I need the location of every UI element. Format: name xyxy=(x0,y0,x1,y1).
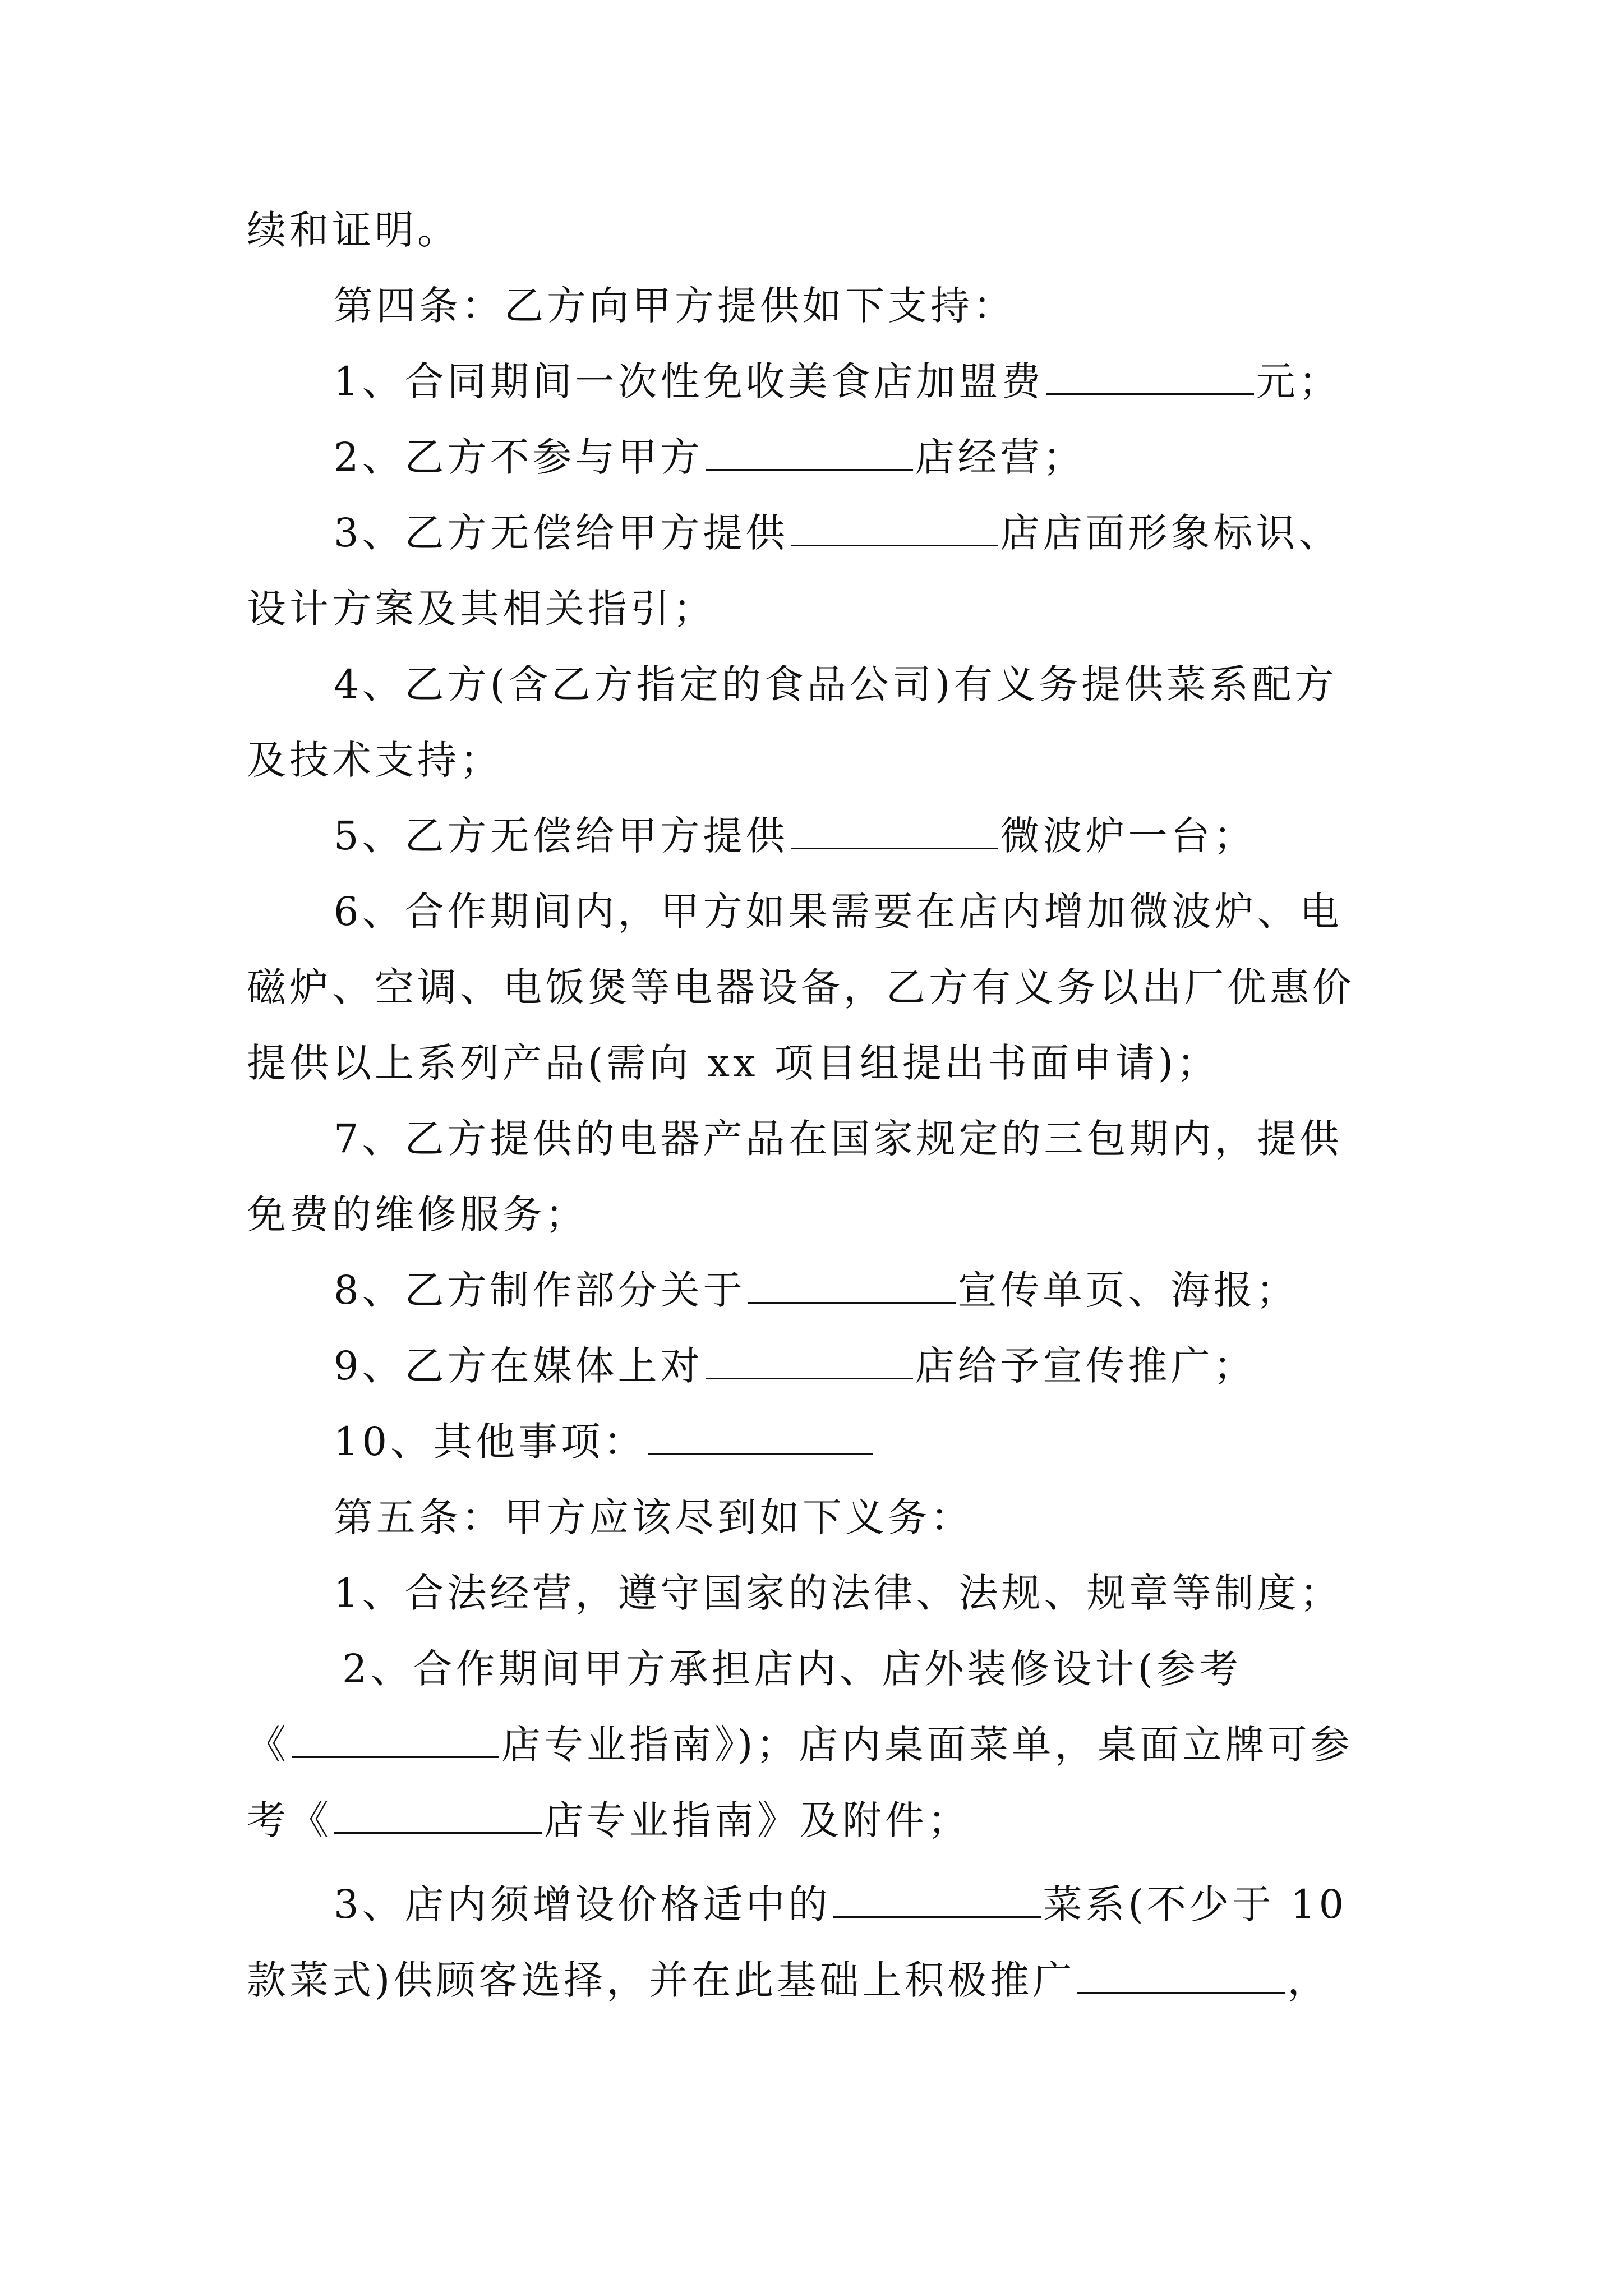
text-line xyxy=(247,1792,970,1848)
text-span: 10、其他事项： xyxy=(334,1419,647,1465)
clause-line xyxy=(334,1565,1343,1621)
text-span: 微波炉一台； xyxy=(1000,813,1256,859)
text-span: 8、乙方制作部分关于 xyxy=(334,1267,746,1313)
fill-in-blank xyxy=(833,1883,1041,1918)
text-span: ， xyxy=(1287,1957,1330,2003)
fill-in-blank xyxy=(748,1268,956,1304)
text-span: 店给予宣传推广； xyxy=(915,1343,1256,1389)
text-line xyxy=(247,1952,1330,2008)
text-span: 4、乙方(含乙方指定的食品公司)有义务提供菜系配方 xyxy=(334,661,1338,707)
text-span: 续和证明。 xyxy=(247,207,460,253)
text-span: 免费的维修服务； xyxy=(247,1191,588,1237)
text-span: 磁炉、空调、电饭煲等电器设备，乙方有义务以出厂优惠价 xyxy=(247,964,1355,1010)
clause-line xyxy=(334,353,1341,409)
text-span: 1、合同期间一次性免收美食店加盟费 xyxy=(334,358,1044,404)
article-heading xyxy=(334,278,1016,334)
clause-line xyxy=(334,884,1343,940)
clause-line xyxy=(334,505,1341,561)
text-span: 1、合法经营，遵守国家的法律、法规、规章等制度； xyxy=(334,1570,1343,1616)
fill-in-blank xyxy=(706,435,913,471)
text-span: 3、乙方无偿给甲方提供 xyxy=(334,510,789,556)
text-span: 店专业指南》)；店内桌面菜单，桌面立牌可参 xyxy=(501,1722,1353,1768)
text-span: 5、乙方无偿给甲方提供 xyxy=(334,813,789,859)
fill-in-blank xyxy=(791,814,998,849)
fill-in-blank xyxy=(706,1344,913,1379)
fill-in-blank xyxy=(292,1723,499,1758)
text-span: 6、合作期间内，甲方如果需要在店内增加微波炉、电 xyxy=(334,889,1343,935)
clause-line xyxy=(334,1111,1343,1167)
text-span: 元； xyxy=(1256,358,1341,404)
clause-line xyxy=(334,1414,875,1470)
fill-in-blank xyxy=(1046,360,1254,395)
clause-line xyxy=(334,808,1256,864)
text-line xyxy=(247,1186,588,1243)
text-line xyxy=(247,732,502,788)
text-line xyxy=(247,1717,1353,1773)
clause-line xyxy=(342,1641,1242,1697)
text-line xyxy=(247,202,460,258)
clause-line xyxy=(334,1338,1256,1394)
text-span: 店店面形象标识、 xyxy=(1000,510,1341,556)
fill-in-blank xyxy=(1077,1958,1285,1994)
text-span: 2、合作期间甲方承担店内、店外装修设计(参考 xyxy=(342,1646,1242,1692)
clause-line xyxy=(334,429,1086,485)
text-span: 考《 xyxy=(247,1797,332,1843)
text-span: 第五条：甲方应该尽到如下义务： xyxy=(334,1494,973,1540)
article-heading xyxy=(334,1489,973,1545)
clause-line xyxy=(334,656,1337,712)
fill-in-blank xyxy=(791,511,998,546)
clause-line xyxy=(334,1876,1347,1932)
text-span: 菜系(不少于 10 xyxy=(1043,1881,1348,1927)
fill-in-blank xyxy=(334,1798,542,1834)
text-line xyxy=(247,581,716,637)
text-span: 3、店内须增设价格适中的 xyxy=(334,1881,831,1927)
text-span: 《 xyxy=(247,1722,289,1768)
fill-in-blank xyxy=(648,1420,873,1455)
text-line xyxy=(247,959,1355,1015)
text-span: 及技术支持； xyxy=(247,737,502,783)
clause-line xyxy=(334,1262,1299,1318)
text-span: 第四条：乙方向甲方提供如下支持： xyxy=(334,283,1016,329)
text-span: 2、乙方不参与甲方 xyxy=(334,434,703,480)
text-span: 店经营； xyxy=(915,434,1086,480)
text-span: 提供以上系列产品(需向 xx 项目组提出书面申请)； xyxy=(247,1040,1220,1086)
text-span: 9、乙方在媒体上对 xyxy=(334,1343,703,1389)
text-span: 设计方案及其相关指引； xyxy=(247,586,716,632)
text-span: 7、乙方提供的电器产品在国家规定的三包期内，提供 xyxy=(334,1116,1343,1162)
text-span: 店专业指南》及附件； xyxy=(544,1797,970,1843)
text-line xyxy=(247,1035,1219,1091)
text-span: 宣传单页、海报； xyxy=(957,1267,1299,1313)
text-span: 款菜式)供顾客选择，并在此基础上积极推广 xyxy=(247,1957,1076,2003)
